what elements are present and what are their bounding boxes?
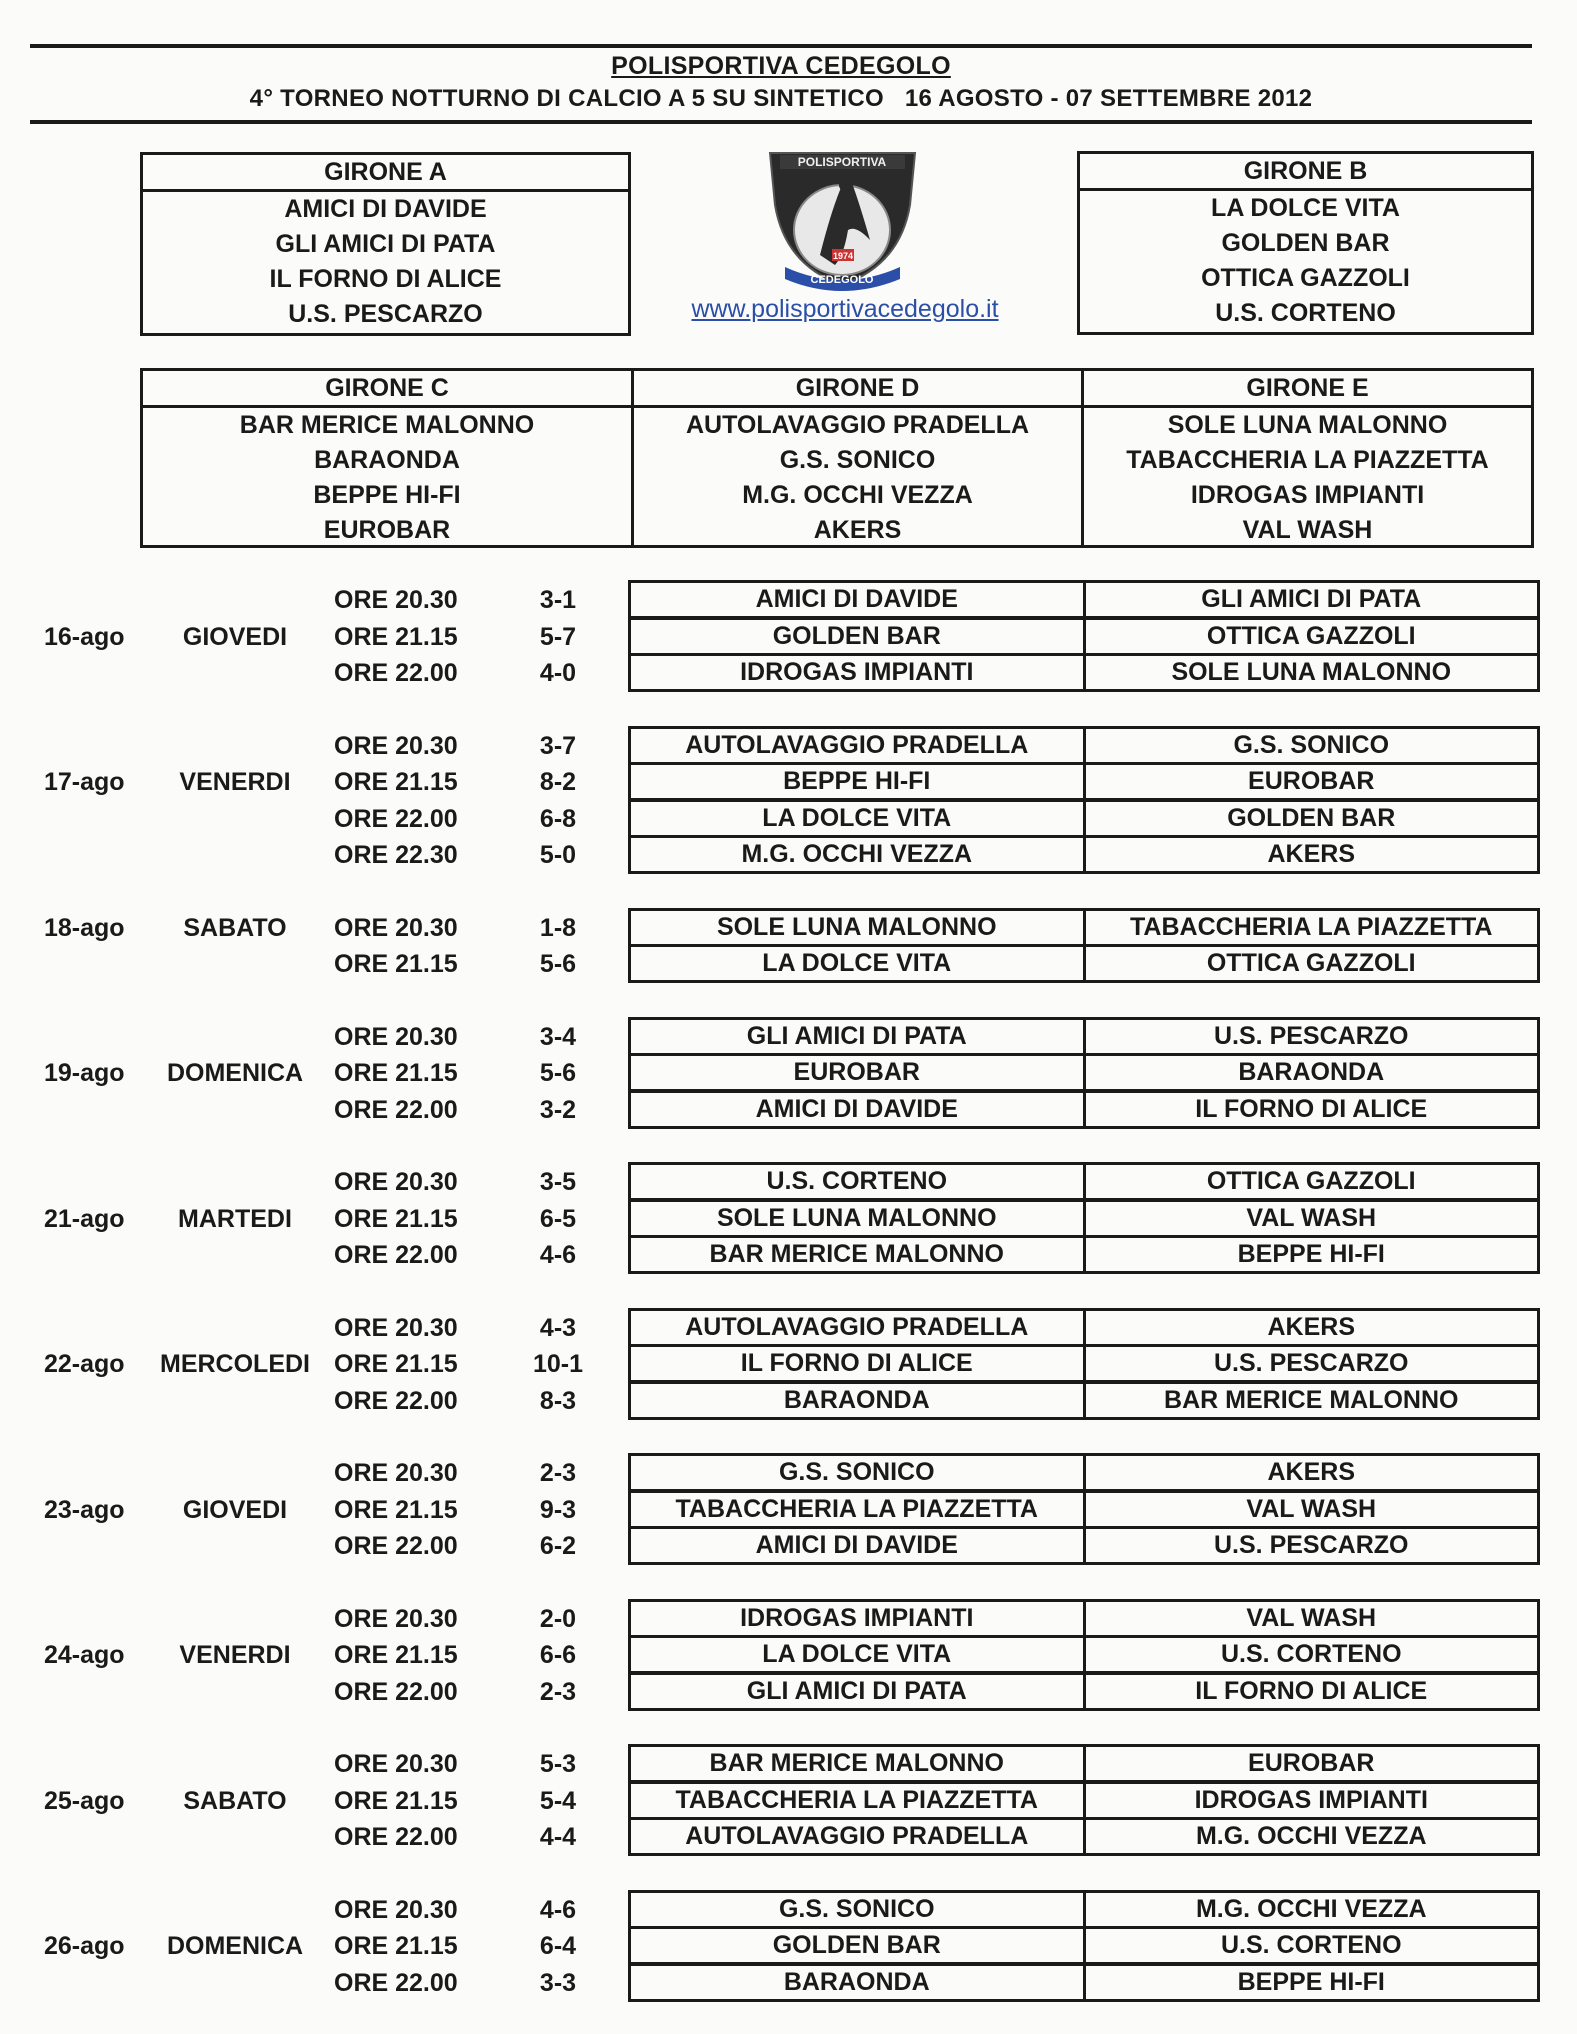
away-team: EUROBAR <box>1083 1747 1538 1780</box>
match-code: 4-6 <box>539 1241 577 1269</box>
away-team: OTTICA GAZZOLI <box>1083 1165 1538 1198</box>
match-time: ORE 21.15 <box>334 1932 458 1960</box>
group-a-team: GLI AMICI DI PATA <box>275 230 496 258</box>
match-day <box>0 1453 1577 1563</box>
group-c-team: EUROBAR <box>323 516 451 544</box>
match-row <box>0 1781 1577 1817</box>
away-team: BAR MERICE MALONNO <box>1083 1384 1538 1417</box>
logo-year: 1974 <box>832 251 854 261</box>
match-row <box>0 1017 1577 1053</box>
tournament-subtitle: 4° TORNEO NOTTURNO DI CALCIO A 5 SU SINTETICO 16 AGOSTO - 07 SETTEMBRE 2012 <box>249 85 1313 112</box>
group-b-team: GOLDEN BAR <box>1221 229 1390 257</box>
match-row <box>0 1963 1577 1999</box>
match-time: ORE 22.00 <box>334 1241 458 1269</box>
match-time: ORE 20.30 <box>334 731 458 760</box>
match-time: ORE 21.15 <box>334 1204 458 1233</box>
home-team: GLI AMICI DI PATA <box>746 1021 967 1050</box>
document-header <box>30 44 1532 124</box>
group-d-team: M.G. OCCHI VEZZA <box>742 481 973 509</box>
home-team: TABACCHERIA LA PIAZZETTA <box>675 1494 1038 1523</box>
match-day <box>0 580 1577 690</box>
match-time: ORE 21.15 <box>334 950 458 978</box>
home-team: EUROBAR <box>793 1058 920 1086</box>
logo-bottom-text: CEDEGOLO <box>810 274 874 286</box>
match-code: 4-0 <box>539 659 577 687</box>
home-team: GOLDEN BAR <box>772 621 941 650</box>
match-weekday: GIOVEDI <box>182 622 288 651</box>
match-row <box>0 580 1577 616</box>
home-team: TABACCHERIA LA PIAZZETTA <box>675 1785 1038 1814</box>
away-team: U.S. PESCARZO <box>1083 1020 1538 1053</box>
match-weekday: GIOVEDI <box>182 1495 288 1524</box>
match-time: ORE 22.00 <box>334 1532 458 1560</box>
away-team: OTTICA GAZZOLI <box>1083 947 1538 980</box>
match-time: ORE 22.00 <box>334 804 458 833</box>
home-team: GOLDEN BAR <box>772 1931 941 1959</box>
match-code: 10-1 <box>532 1350 584 1378</box>
home-team: GLI AMICI DI PATA <box>746 1676 967 1705</box>
match-row <box>0 1162 1577 1198</box>
match-row <box>0 1744 1577 1780</box>
group-d-title: GIRONE D <box>634 371 1081 408</box>
logo-top-text: POLISPORTIVA <box>797 155 887 169</box>
match-code: 6-8 <box>539 804 577 833</box>
match-time: ORE 20.30 <box>334 1895 458 1924</box>
away-team: TABACCHERIA LA PIAZZETTA <box>1083 911 1538 944</box>
match-weekday: VENERDI <box>179 1641 291 1669</box>
match-code: 3-7 <box>539 731 577 760</box>
group-e-team: IDROGAS IMPIANTI <box>1190 481 1425 509</box>
match-weekday: SABATO <box>183 913 287 942</box>
home-team: AMICI DI DAVIDE <box>755 585 958 613</box>
match-time: ORE 20.30 <box>334 913 458 942</box>
match-teams <box>628 762 1540 801</box>
match-row <box>0 1344 1577 1380</box>
group-c-column <box>143 371 631 545</box>
match-teams <box>628 1926 1540 1965</box>
match-teams <box>628 1344 1540 1383</box>
group-a-team: IL FORNO DI ALICE <box>269 265 502 293</box>
home-team: AUTOLAVAGGIO PRADELLA <box>685 730 1029 759</box>
groups-cde-table <box>140 368 1534 548</box>
match-code: 3-3 <box>539 1968 577 1997</box>
away-team: BARAONDA <box>1083 1056 1538 1089</box>
away-team: BEPPE HI-FI <box>1083 1966 1538 1999</box>
match-teams <box>628 1453 1540 1492</box>
match-code: 5-6 <box>539 1059 577 1087</box>
match-time: ORE 20.30 <box>334 1750 458 1778</box>
home-team: BARAONDA <box>783 1967 930 1996</box>
match-row <box>0 1090 1577 1126</box>
group-d-team: AUTOLAVAGGIO PRADELLA <box>685 411 1030 439</box>
match-time: ORE 22.00 <box>334 1823 458 1851</box>
match-day <box>0 908 1577 981</box>
away-team: AKERS <box>1083 1456 1538 1489</box>
away-team: VAL WASH <box>1083 1493 1538 1526</box>
away-team: VAL WASH <box>1083 1202 1538 1235</box>
group-d-team: G.S. SONICO <box>779 446 936 474</box>
match-weekday: SABATO <box>183 1786 287 1815</box>
group-e-team: TABACCHERIA LA PIAZZETTA <box>1126 446 1489 474</box>
group-c-team: BARAONDA <box>314 446 460 474</box>
group-a-title: GIRONE A <box>143 155 628 192</box>
home-team: SOLE LUNA MALONNO <box>716 912 997 941</box>
match-row <box>0 1890 1577 1926</box>
home-team: IL FORNO DI ALICE <box>740 1349 973 1377</box>
group-c-team: BAR MERICE MALONNO <box>239 411 535 439</box>
match-code: 5-4 <box>539 1786 577 1815</box>
match-code: 3-4 <box>539 1022 577 1051</box>
group-b-team: OTTICA GAZZOLI <box>1201 264 1410 292</box>
match-teams <box>628 1890 1540 1929</box>
match-teams <box>628 1599 1540 1638</box>
group-e-title: GIRONE E <box>1084 371 1531 408</box>
match-teams <box>628 799 1540 838</box>
match-teams <box>628 1744 1540 1783</box>
match-row <box>0 762 1577 798</box>
match-code: 3-1 <box>539 586 577 614</box>
match-code: 4-3 <box>539 1313 577 1342</box>
match-weekday: MERCOLEDI <box>160 1350 310 1378</box>
match-weekday: DOMENICA <box>166 1932 304 1960</box>
away-team: GLI AMICI DI PATA <box>1083 583 1538 616</box>
match-date: 22-ago <box>44 1350 125 1378</box>
match-code: 6-4 <box>539 1932 577 1960</box>
away-team: AKERS <box>1083 1311 1538 1344</box>
match-day <box>0 726 1577 872</box>
match-row <box>0 726 1577 762</box>
match-teams <box>628 1235 1540 1274</box>
match-date: 17-ago <box>44 768 125 796</box>
home-team: IDROGAS IMPIANTI <box>740 1603 974 1632</box>
match-time: ORE 21.15 <box>334 1786 458 1815</box>
match-row <box>0 1453 1577 1489</box>
away-team: M.G. OCCHI VEZZA <box>1083 1893 1538 1926</box>
match-teams <box>628 1162 1540 1201</box>
home-team: AUTOLAVAGGIO PRADELLA <box>685 1822 1029 1850</box>
match-code: 9-3 <box>539 1495 577 1524</box>
away-team: VAL WASH <box>1083 1602 1538 1635</box>
match-code: 5-0 <box>539 841 577 869</box>
match-teams <box>628 1672 1540 1711</box>
match-day <box>0 1017 1577 1127</box>
home-team: AMICI DI DAVIDE <box>755 1094 958 1123</box>
match-teams <box>628 1017 1540 1056</box>
match-time: ORE 21.15 <box>334 622 458 651</box>
away-team: U.S. PESCARZO <box>1083 1529 1538 1562</box>
match-code: 6-2 <box>539 1532 577 1560</box>
home-team: LA DOLCE VITA <box>762 1640 952 1668</box>
match-teams <box>628 617 1540 656</box>
home-team: AUTOLAVAGGIO PRADELLA <box>685 1312 1029 1341</box>
match-time: ORE 22.00 <box>334 659 458 687</box>
match-day <box>0 1599 1577 1709</box>
match-weekday: DOMENICA <box>166 1059 304 1087</box>
match-row <box>0 1199 1577 1235</box>
match-teams <box>628 1526 1540 1565</box>
match-time: ORE 20.30 <box>334 1313 458 1342</box>
match-time: ORE 20.30 <box>334 1168 458 1196</box>
match-time: ORE 21.15 <box>334 1495 458 1524</box>
match-teams <box>628 1053 1540 1092</box>
match-time: ORE 21.15 <box>334 768 458 796</box>
match-row <box>0 1635 1577 1671</box>
match-date: 26-ago <box>44 1932 125 1960</box>
match-teams <box>628 580 1540 619</box>
away-team: IL FORNO DI ALICE <box>1083 1093 1538 1126</box>
match-time: ORE 22.00 <box>334 1386 458 1415</box>
home-team: G.S. SONICO <box>778 1458 935 1486</box>
away-team: BEPPE HI-FI <box>1083 1238 1538 1271</box>
match-row <box>0 1672 1577 1708</box>
group-c-team: BEPPE HI-FI <box>313 481 461 509</box>
match-teams <box>628 835 1540 874</box>
match-date: 16-ago <box>44 622 125 651</box>
match-teams <box>628 1963 1540 2002</box>
away-team: IL FORNO DI ALICE <box>1083 1675 1538 1708</box>
match-code: 3-2 <box>539 1095 577 1124</box>
match-code: 5-3 <box>539 1750 577 1778</box>
match-weekday: MARTEDI <box>178 1204 292 1233</box>
match-row <box>0 1526 1577 1562</box>
away-team: IDROGAS IMPIANTI <box>1083 1784 1538 1817</box>
group-d-team: AKERS <box>813 516 902 544</box>
match-time: ORE 20.30 <box>334 1022 458 1051</box>
match-day <box>0 1162 1577 1272</box>
match-row <box>0 1599 1577 1635</box>
match-code: 5-6 <box>539 950 577 978</box>
home-team: G.S. SONICO <box>778 1894 935 1923</box>
match-date: 25-ago <box>44 1786 125 1815</box>
group-d-column <box>631 371 1081 545</box>
match-row <box>0 617 1577 653</box>
group-b-team: LA DOLCE VITA <box>1211 194 1400 222</box>
match-row <box>0 653 1577 689</box>
match-teams <box>628 1490 1540 1529</box>
home-team: LA DOLCE VITA <box>762 949 952 977</box>
match-row <box>0 799 1577 835</box>
away-team: GOLDEN BAR <box>1083 802 1538 835</box>
group-e-team: VAL WASH <box>1242 516 1373 544</box>
match-teams <box>628 908 1540 947</box>
match-time: ORE 21.15 <box>334 1641 458 1669</box>
home-team: BAR MERICE MALONNO <box>709 1749 1004 1777</box>
match-date: 23-ago <box>44 1495 125 1524</box>
match-code: 3-5 <box>539 1168 577 1196</box>
match-code: 5-7 <box>539 622 577 651</box>
match-row <box>0 1817 1577 1853</box>
match-teams <box>628 1781 1540 1820</box>
away-team: OTTICA GAZZOLI <box>1083 620 1538 653</box>
match-time: ORE 20.30 <box>334 1604 458 1633</box>
group-a-team: AMICI DI DAVIDE <box>284 195 487 223</box>
group-b-title: GIRONE B <box>1080 154 1531 191</box>
match-date: 21-ago <box>44 1204 125 1233</box>
match-row <box>0 908 1577 944</box>
home-team: LA DOLCE VITA <box>762 803 952 832</box>
match-row <box>0 1053 1577 1089</box>
away-team: U.S. PESCARZO <box>1083 1347 1538 1380</box>
home-team: SOLE LUNA MALONNO <box>716 1203 997 1232</box>
group-e-team: SOLE LUNA MALONNO <box>1167 411 1448 439</box>
match-time: ORE 21.15 <box>334 1059 458 1087</box>
match-time: ORE 20.30 <box>334 1459 458 1487</box>
match-code: 2-0 <box>539 1604 577 1633</box>
match-code: 6-5 <box>539 1204 577 1233</box>
match-teams <box>628 944 1540 983</box>
home-team: BEPPE HI-FI <box>783 767 931 795</box>
match-row <box>0 1308 1577 1344</box>
match-time: ORE 22.30 <box>334 841 458 869</box>
away-team: G.S. SONICO <box>1083 729 1538 762</box>
match-code: 1-8 <box>539 913 577 942</box>
group-e-column <box>1081 371 1531 545</box>
match-time: ORE 21.15 <box>334 1350 458 1378</box>
group-a-team: U.S. PESCARZO <box>288 300 483 328</box>
match-row <box>0 944 1577 980</box>
match-code: 6-6 <box>539 1641 577 1669</box>
match-code: 4-6 <box>539 1895 577 1924</box>
match-code: 4-4 <box>539 1823 577 1851</box>
match-teams <box>628 1308 1540 1347</box>
away-team: U.S. CORTENO <box>1083 1929 1538 1962</box>
match-code: 2-3 <box>539 1677 577 1706</box>
match-date: 24-ago <box>44 1641 125 1669</box>
match-code: 2-3 <box>539 1459 577 1487</box>
match-teams <box>628 1635 1540 1674</box>
home-team: IDROGAS IMPIANTI <box>740 658 974 686</box>
match-code: 8-3 <box>539 1386 577 1415</box>
match-weekday: VENERDI <box>179 768 291 796</box>
away-team: SOLE LUNA MALONNO <box>1083 656 1538 689</box>
match-date: 19-ago <box>44 1059 125 1087</box>
match-row <box>0 835 1577 871</box>
match-teams <box>628 1199 1540 1238</box>
match-row <box>0 1926 1577 1962</box>
club-logo <box>760 145 925 295</box>
match-row <box>0 1235 1577 1271</box>
home-team: AMICI DI DAVIDE <box>755 1531 958 1559</box>
home-team: BARAONDA <box>783 1385 930 1414</box>
group-c-title: GIRONE C <box>143 371 631 408</box>
match-row <box>0 1381 1577 1417</box>
match-teams <box>628 1090 1540 1129</box>
match-teams <box>628 1381 1540 1420</box>
home-team: U.S. CORTENO <box>766 1167 948 1195</box>
match-time: ORE 22.00 <box>334 1095 458 1124</box>
match-date: 18-ago <box>44 913 125 942</box>
match-teams <box>628 726 1540 765</box>
match-time: ORE 22.00 <box>334 1677 458 1706</box>
away-team: AKERS <box>1083 838 1538 871</box>
home-team: M.G. OCCHI VEZZA <box>741 840 973 868</box>
home-team: BAR MERICE MALONNO <box>709 1240 1004 1268</box>
match-time: ORE 20.30 <box>334 586 458 614</box>
group-b-box <box>1077 151 1534 335</box>
group-b-team: U.S. CORTENO <box>1215 299 1396 327</box>
away-team: U.S. CORTENO <box>1083 1638 1538 1671</box>
away-team: EUROBAR <box>1083 765 1538 798</box>
match-teams <box>628 1817 1540 1856</box>
match-day <box>0 1744 1577 1854</box>
group-a-box <box>140 152 631 336</box>
club-title: POLISPORTIVA CEDEGOLO <box>611 52 951 80</box>
away-team: M.G. OCCHI VEZZA <box>1083 1820 1538 1853</box>
match-day <box>0 1890 1577 2000</box>
website-link[interactable]: www.polisportivacedegolo.it <box>691 295 999 323</box>
match-row <box>0 1490 1577 1526</box>
match-teams <box>628 653 1540 692</box>
match-day <box>0 1308 1577 1418</box>
match-code: 8-2 <box>539 768 577 796</box>
match-time: ORE 22.00 <box>334 1968 458 1997</box>
